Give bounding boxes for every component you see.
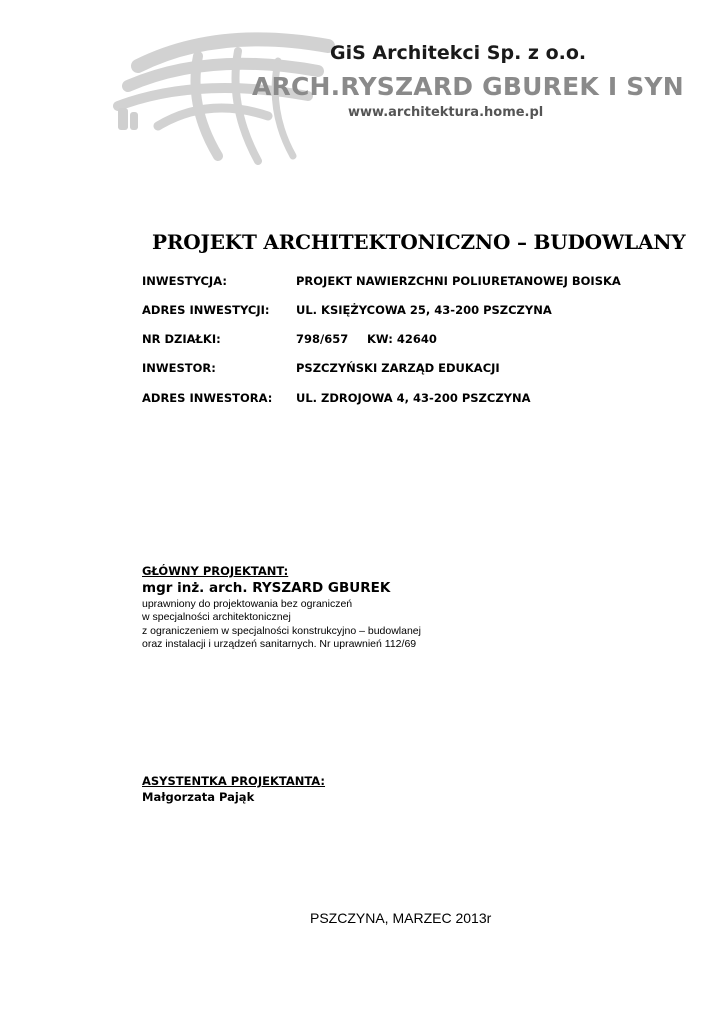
qualification-line: z ograniczeniem w specjalności konstrukcyjno – budowlanej [142, 625, 421, 637]
firm-name: GiS Architekci Sp. z o.o. [330, 42, 587, 64]
investment-label: INWESTYCJA: [142, 274, 227, 288]
address-value: UL. KSIĘŻYCOWA 25, 43-200 PSZCZYNA [296, 303, 552, 317]
firm-subtitle: ARCH.RYSZARD GBUREK I SYN [252, 72, 684, 101]
investor-label: INWESTOR: [142, 361, 216, 375]
designer-heading: GŁÓWNY PROJEKTANT: [142, 564, 289, 578]
qualification-line: uprawniony do projektowania bez ograniczeń [142, 598, 353, 610]
document-title: PROJEKT ARCHITEKTONICZNO – BUDOWLANY [152, 230, 686, 254]
plot-label: NR DZIAŁKI: [142, 332, 221, 346]
investment-value: PROJEKT NAWIERZCHNI POLIURETANOWEJ BOISKA [296, 274, 621, 288]
assistant-name: Małgorzata Pająk [142, 790, 255, 804]
plot-value: 798/657 [296, 332, 349, 346]
kw-value: KW: 42640 [367, 332, 437, 346]
investor-value: PSZCZYŃSKI ZARZĄD EDUKACJI [296, 361, 500, 375]
firm-website: www.architektura.home.pl [348, 105, 544, 120]
place-date: PSZCZYNA, MARZEC 2013r [310, 910, 492, 926]
assistant-heading: ASYSTENTKA PROJEKTANTA: [142, 774, 326, 788]
qualification-line: w specjalności architektonicznej [142, 611, 291, 623]
address-label: ADRES INWESTYCJI: [142, 303, 270, 317]
investor-address-label: ADRES INWESTORA: [142, 391, 273, 405]
designer-name: mgr inż. arch. RYSZARD GBUREK [142, 580, 391, 596]
investor-address-value: UL. ZDROJOWA 4, 43-200 PSZCZYNA [296, 391, 531, 405]
qualification-line: oraz instalacji i urządzeń sanitarnych. Nr uprawnień 112/69 [142, 638, 417, 650]
